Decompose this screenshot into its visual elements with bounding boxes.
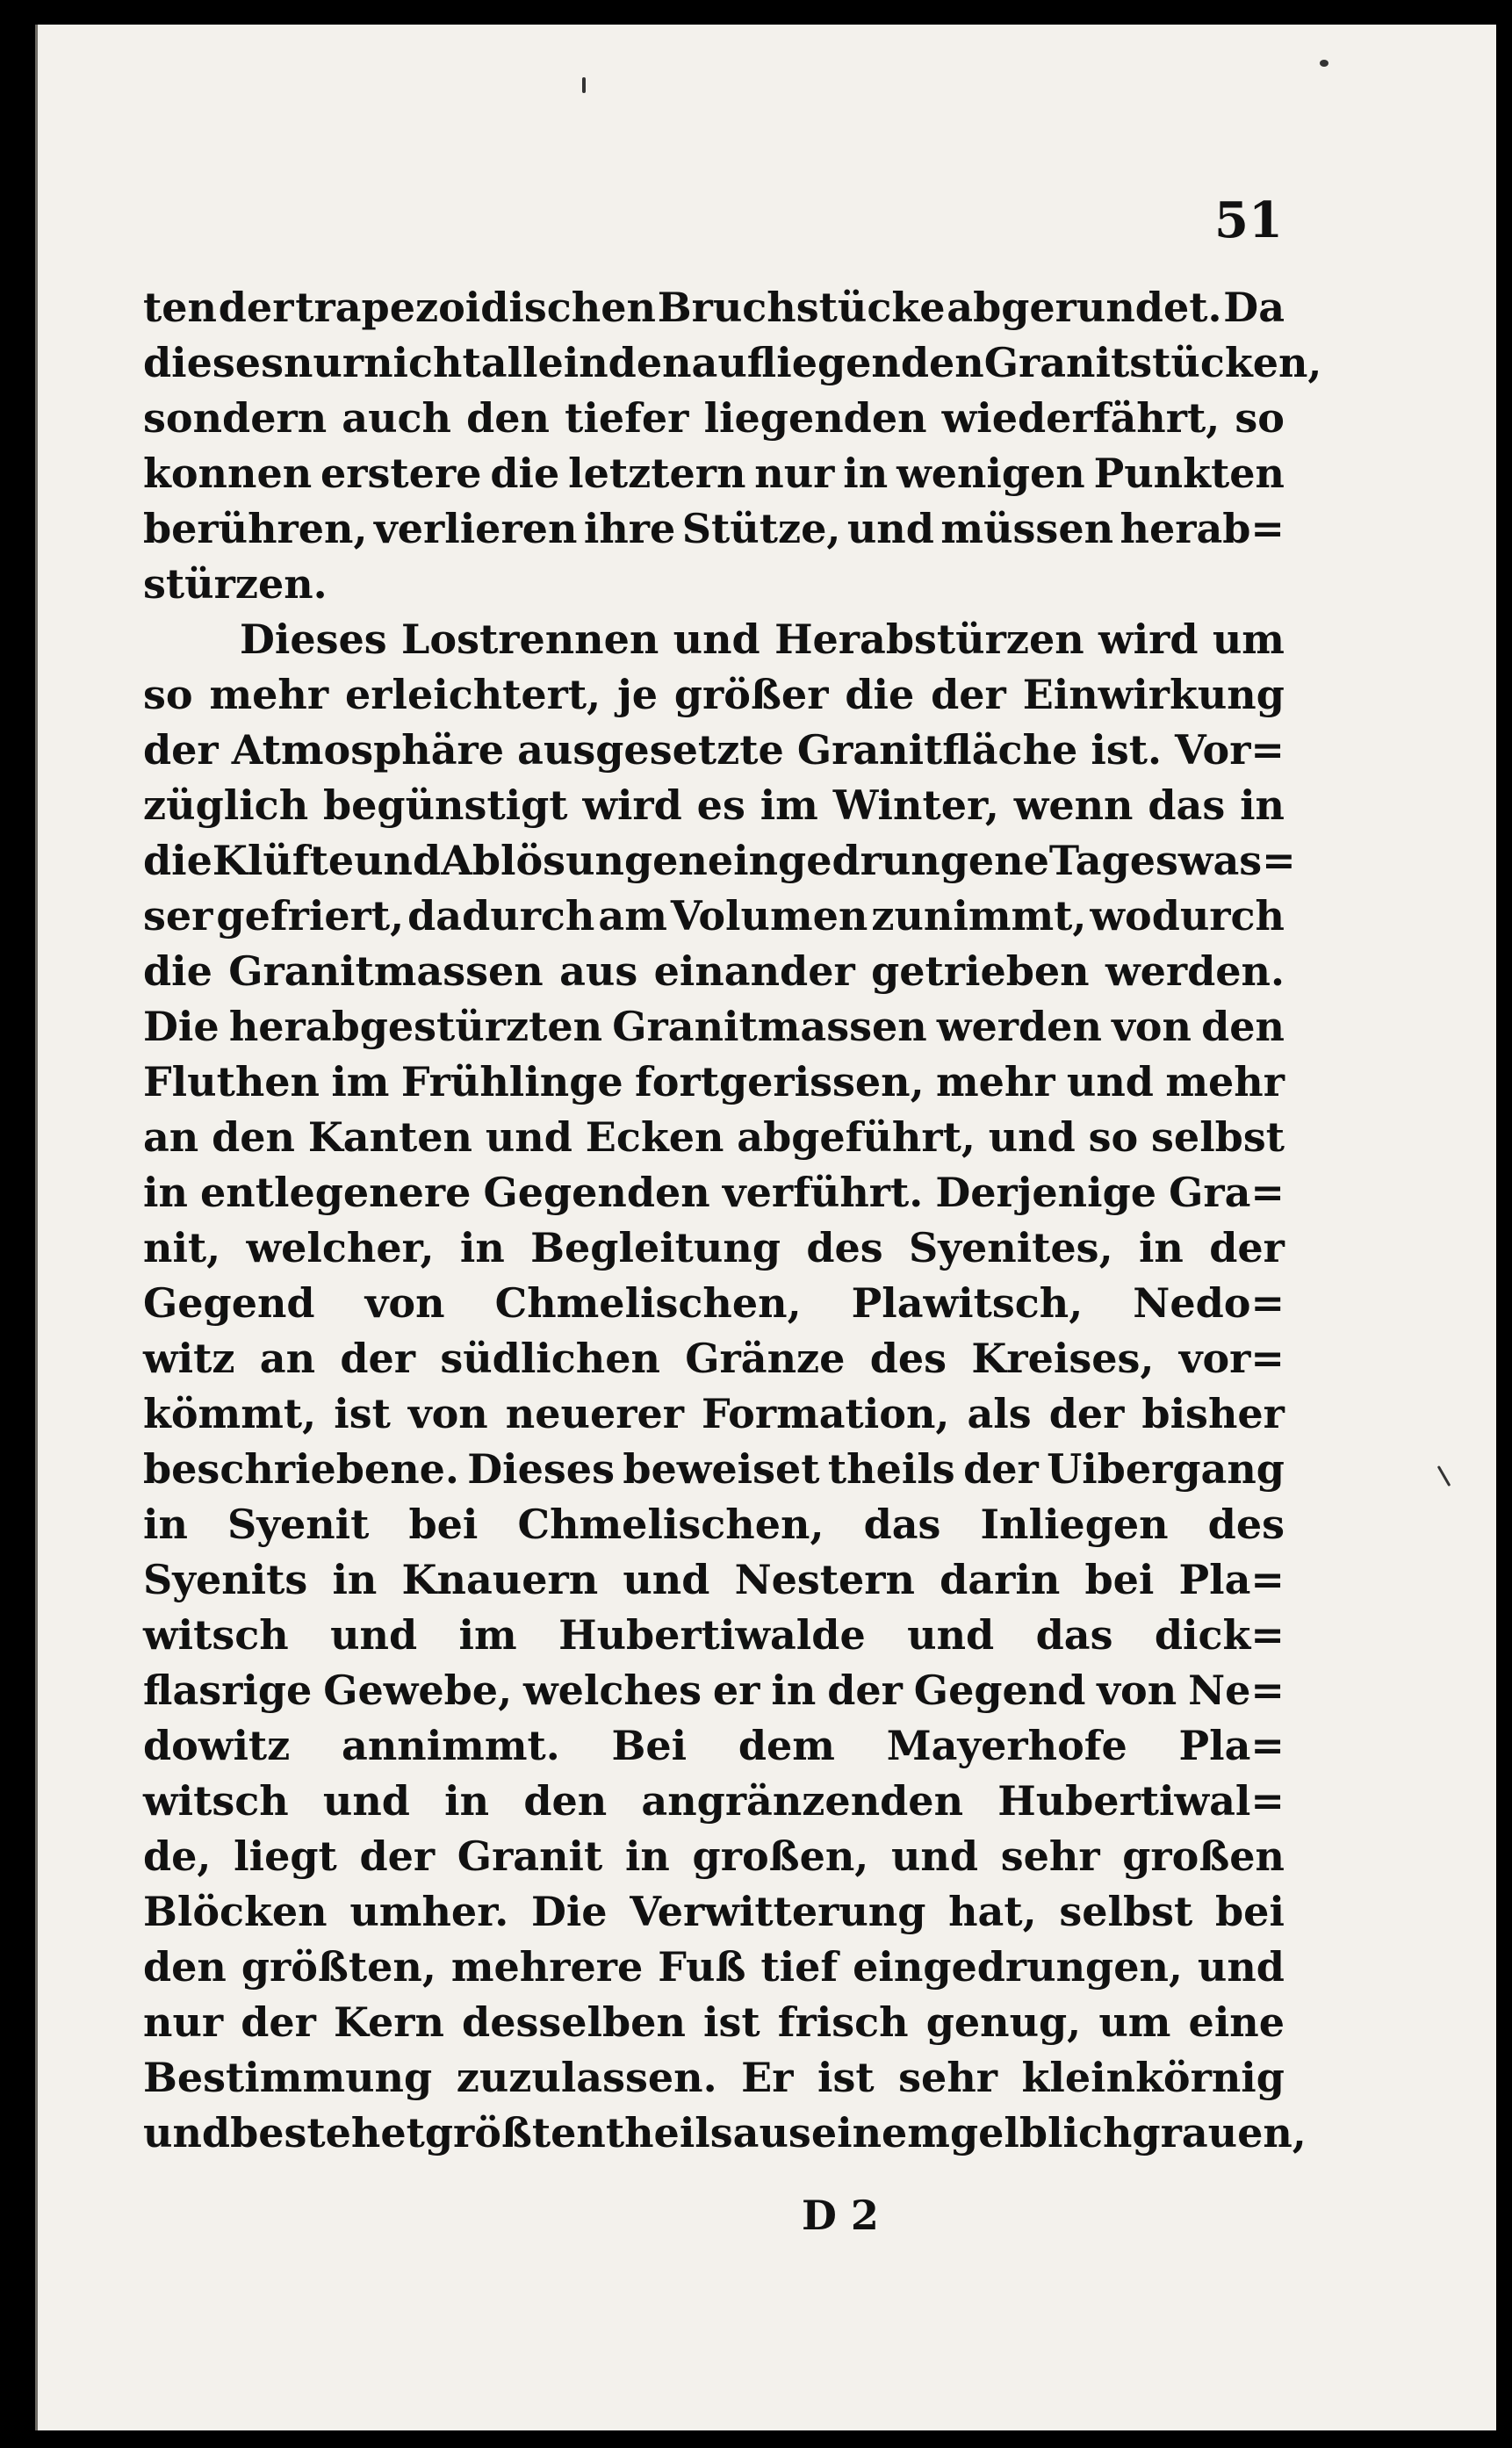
- word: so: [1088, 1112, 1139, 1161]
- word: und: [907, 1610, 995, 1659]
- word: letztern: [568, 449, 746, 497]
- word: eine: [1188, 1998, 1285, 2046]
- word: hat,: [948, 1887, 1037, 1935]
- word: Syenits: [143, 1555, 308, 1603]
- word: mehrere: [450, 1942, 644, 1991]
- word: Gewebe,: [323, 1666, 513, 1714]
- word: großen,: [692, 1832, 869, 1880]
- word: nur: [754, 449, 835, 497]
- word: nur: [283, 338, 364, 386]
- word: so: [143, 670, 193, 718]
- text-line: [143, 777, 1285, 832]
- word: der: [931, 670, 1006, 718]
- word: Pla=: [1178, 1721, 1285, 1769]
- word: einem: [810, 2108, 950, 2156]
- word: dowitz: [143, 1721, 291, 1769]
- word: kömmt,: [143, 1389, 317, 1437]
- word: eingedrungen,: [853, 1942, 1183, 1991]
- text-line: [143, 1994, 1285, 2049]
- word: begünstigt: [322, 781, 568, 829]
- word: dem: [738, 1721, 835, 1769]
- word: Kanten: [307, 1112, 473, 1161]
- word: wird: [1098, 615, 1199, 663]
- word: wodurch: [1090, 891, 1285, 940]
- word: mehr: [209, 670, 329, 718]
- word: in: [771, 1666, 817, 1714]
- word: Blöcken: [143, 1887, 328, 1935]
- word: getrieben: [871, 947, 1090, 995]
- book-page: [35, 25, 1496, 2430]
- word: züglich: [143, 781, 309, 829]
- word: zunimmt,: [871, 891, 1087, 940]
- word: nur: [143, 1998, 224, 2046]
- word: wird: [582, 781, 682, 829]
- word: ihre: [583, 504, 676, 552]
- word: witsch: [143, 1776, 289, 1825]
- word: im: [458, 1610, 517, 1659]
- word: bisher: [1141, 1389, 1285, 1437]
- text-line: [143, 1496, 1285, 1552]
- text-line: [143, 2049, 1285, 2105]
- word: Gränze: [685, 1334, 846, 1382]
- word: liegt: [234, 1832, 337, 1880]
- word: theils: [827, 1444, 955, 1493]
- word: Gegenden: [483, 1168, 710, 1216]
- text-line: [143, 1109, 1285, 1164]
- word: Tageswas=: [1048, 836, 1296, 884]
- text-line: [143, 1275, 1285, 1330]
- word: welches: [523, 1666, 702, 1714]
- word: Frühlinge: [400, 1057, 623, 1105]
- word: allein: [480, 338, 608, 386]
- word: werden: [936, 1002, 1102, 1050]
- word: fortgerissen,: [634, 1057, 925, 1105]
- word: wiederfährt,: [941, 393, 1220, 442]
- word: der: [963, 1444, 1039, 1493]
- word: und: [623, 1555, 710, 1603]
- word: desselben: [462, 1998, 686, 2046]
- word: bei: [1084, 1555, 1155, 1603]
- text-line: [143, 1441, 1285, 1496]
- word: ist: [334, 1389, 391, 1437]
- text-line: [143, 1828, 1285, 1883]
- word: es: [696, 781, 745, 829]
- word: ist: [703, 1998, 760, 2046]
- word: Nedo=: [1133, 1278, 1285, 1327]
- word: der: [359, 1832, 436, 1880]
- word: Stütze,: [681, 504, 841, 552]
- text-line: [143, 445, 1285, 500]
- word: witsch: [143, 1610, 289, 1659]
- word: wenn: [1013, 781, 1134, 829]
- word: Uibergang: [1047, 1444, 1285, 1493]
- word: von: [364, 1278, 445, 1327]
- word: Winter,: [832, 781, 999, 829]
- text-line: [143, 1330, 1285, 1386]
- word: von: [1112, 1002, 1192, 1050]
- word: den: [212, 1112, 295, 1161]
- word: Einwirkung: [1022, 670, 1285, 718]
- word: Bruchstücke: [657, 283, 946, 331]
- word: Inliegen: [980, 1500, 1169, 1548]
- word: Die: [143, 1002, 220, 1050]
- text-line: [143, 998, 1285, 1054]
- word: großen: [1122, 1832, 1285, 1880]
- text-line: [143, 722, 1285, 777]
- word: frisch: [777, 1998, 909, 2046]
- word: den: [523, 1776, 608, 1825]
- word: südlichen: [440, 1334, 660, 1382]
- word: und: [1197, 1942, 1285, 1991]
- word: Hubertiwalde: [558, 1610, 866, 1659]
- word: liegenden: [703, 393, 927, 442]
- word: das: [1148, 781, 1226, 829]
- word: zuzulassen.: [456, 2053, 717, 2101]
- text-line: [143, 1773, 1285, 1828]
- word: Formation,: [702, 1389, 950, 1437]
- word: bestehet: [230, 2108, 425, 2156]
- word: größtentheils: [424, 2108, 733, 2156]
- page-number: 51: [1214, 191, 1283, 249]
- word: Er: [741, 2053, 794, 2101]
- word: Chmelischen,: [494, 1278, 802, 1327]
- word: Pla=: [1178, 1555, 1285, 1603]
- text-line: [143, 1220, 1285, 1275]
- word: werden.: [1105, 947, 1285, 995]
- word: Da: [1223, 283, 1285, 331]
- word: Begleitung: [530, 1223, 781, 1271]
- word: die: [143, 836, 212, 884]
- word: verlieren: [374, 504, 578, 552]
- word: herab=: [1120, 504, 1285, 552]
- word: aus: [559, 947, 638, 995]
- word: beschriebene.: [143, 1444, 459, 1493]
- word: Gegend: [143, 1278, 315, 1327]
- word: neuerer: [505, 1389, 684, 1437]
- word: in: [1240, 781, 1285, 829]
- word: die: [143, 947, 212, 995]
- word: gefriert,: [216, 891, 405, 940]
- word: Knauern: [401, 1555, 599, 1603]
- word: aus: [732, 2108, 811, 2156]
- text-line: [143, 1164, 1285, 1220]
- word: Volumen: [670, 891, 868, 940]
- word: von: [407, 1389, 488, 1437]
- word: erstere: [320, 449, 482, 497]
- word: im: [331, 1057, 390, 1105]
- word: Verwitterung: [630, 1887, 926, 1935]
- word: Bestimmung: [143, 2053, 433, 2101]
- word: flasrige: [143, 1666, 313, 1714]
- word: konnen: [143, 449, 313, 497]
- word: Klüfte: [212, 836, 355, 884]
- word: Nestern: [734, 1555, 915, 1603]
- word: Plawitsch,: [851, 1278, 1084, 1327]
- word: den: [143, 1942, 227, 1991]
- word: verführt.: [722, 1168, 924, 1216]
- word: die: [490, 449, 560, 497]
- word: tief: [760, 1942, 839, 1991]
- word: um: [1098, 1998, 1171, 2046]
- word: aufliegenden: [691, 338, 984, 386]
- word: in: [624, 1832, 670, 1880]
- word: Dieses: [467, 1444, 615, 1493]
- word: abgerundet.: [947, 283, 1222, 331]
- signature-mark: D 2: [802, 2192, 879, 2239]
- word: gelblichgrauen,: [949, 2108, 1307, 2156]
- text-line: [143, 390, 1285, 445]
- word: den: [1201, 1002, 1285, 1050]
- word: sehr: [1000, 1832, 1100, 1880]
- word: und: [322, 1776, 410, 1825]
- word: müssen: [940, 504, 1114, 552]
- word: Bei: [611, 1721, 688, 1769]
- word: in: [143, 1168, 188, 1216]
- word: wenigen: [896, 449, 1085, 497]
- text-line: [143, 1054, 1285, 1109]
- paper-speck: [1320, 60, 1328, 67]
- word: genug,: [925, 1998, 1082, 2046]
- word: Hubertiwal=: [997, 1776, 1285, 1825]
- word: ten: [143, 283, 217, 331]
- word: erleichtert,: [345, 670, 601, 718]
- word: Syenites,: [909, 1223, 1113, 1271]
- word: und: [1066, 1057, 1154, 1105]
- word: in: [459, 1223, 505, 1271]
- word: und: [485, 1112, 572, 1161]
- word: Derjenige: [935, 1168, 1157, 1216]
- word: und: [354, 836, 442, 884]
- text-line: [143, 556, 1285, 611]
- word: Punkten: [1093, 449, 1285, 497]
- word: bei: [408, 1500, 479, 1548]
- word: Atmosphäre: [231, 725, 505, 774]
- word: den: [466, 393, 550, 442]
- word: de,: [143, 1832, 212, 1880]
- word: Granitfläche: [796, 725, 1078, 774]
- word: Ecken: [585, 1112, 724, 1161]
- word: Mayerhofe: [886, 1721, 1127, 1769]
- word: des: [806, 1223, 883, 1271]
- word: abgeführt,: [737, 1112, 976, 1161]
- word: in: [444, 1776, 490, 1825]
- word: Granitstücken,: [983, 338, 1322, 386]
- word: der: [1048, 1389, 1125, 1437]
- word: um: [1212, 615, 1285, 663]
- word: von: [1097, 1666, 1177, 1714]
- word: ser: [143, 891, 213, 940]
- word: selbst: [1059, 1887, 1193, 1935]
- word: als: [967, 1389, 1032, 1437]
- word: in: [1138, 1223, 1184, 1271]
- word: dieses: [143, 338, 284, 386]
- word: er: [712, 1666, 760, 1714]
- word: auch: [342, 393, 451, 442]
- text-line: [143, 611, 1285, 666]
- word: und: [143, 2108, 231, 2156]
- word: an: [143, 1112, 199, 1161]
- text-line: [143, 832, 1296, 888]
- word: sehr: [898, 2053, 997, 2101]
- word: vor=: [1178, 1334, 1285, 1382]
- word: kleinkörnig: [1021, 2053, 1285, 2101]
- word: mehr: [1165, 1057, 1285, 1105]
- paper-speck: [1437, 1465, 1451, 1487]
- word: darin: [940, 1555, 1061, 1603]
- text-line: [143, 1717, 1285, 1773]
- word: annimmt.: [342, 1721, 560, 1769]
- word: Herabstürzen: [774, 615, 1084, 663]
- text-line: [143, 1883, 1285, 1939]
- word: und: [890, 1832, 979, 1880]
- word: ausgesetzte: [517, 725, 784, 774]
- text-line: [143, 500, 1285, 556]
- word: so: [1235, 393, 1285, 442]
- word: Dieses: [240, 615, 387, 663]
- word: Granitmassen: [228, 947, 544, 995]
- word: Lostrennen: [401, 615, 659, 663]
- word: Die: [530, 1887, 608, 1935]
- word: nicht: [364, 338, 481, 386]
- word: der: [218, 283, 294, 331]
- word: in: [843, 449, 889, 497]
- word: selbst: [1151, 1112, 1285, 1161]
- word: Chmelischen,: [517, 1500, 824, 1548]
- word: Granitmassen: [612, 1002, 927, 1050]
- word: Fuß: [658, 1942, 746, 1991]
- word: im: [760, 781, 818, 829]
- word: entlegenere: [200, 1168, 472, 1216]
- text-line: [143, 888, 1285, 943]
- word: die: [845, 670, 915, 718]
- word: trapezoidischen: [295, 283, 656, 331]
- word: herabgestürzten: [228, 1002, 603, 1050]
- word: und: [673, 615, 760, 663]
- text-line: [143, 1662, 1285, 1717]
- word: der: [1209, 1223, 1285, 1271]
- word: in: [143, 1500, 188, 1548]
- word: an: [259, 1334, 316, 1382]
- word: Syenit: [227, 1500, 370, 1548]
- word: Granit: [457, 1832, 603, 1880]
- word: dick=: [1154, 1610, 1285, 1659]
- word: in: [332, 1555, 378, 1603]
- word: größten,: [241, 1942, 436, 1991]
- word: ist: [817, 2053, 875, 2101]
- word: beweiset: [623, 1444, 820, 1493]
- word: den: [608, 338, 692, 386]
- text-line: [143, 1386, 1285, 1441]
- word: am: [598, 891, 667, 940]
- word: berühren,: [143, 504, 368, 552]
- word: ist.: [1091, 725, 1162, 774]
- word: Kern: [334, 1998, 444, 2046]
- text-line: [143, 666, 1285, 722]
- word: tiefer: [565, 393, 689, 442]
- text-line: [143, 943, 1285, 998]
- word: mehr: [935, 1057, 1055, 1105]
- word: Gra=: [1169, 1168, 1285, 1216]
- paper-speck: [582, 77, 586, 93]
- word: der: [827, 1666, 903, 1714]
- word: das: [863, 1500, 941, 1548]
- word: witz: [143, 1334, 235, 1382]
- word: und: [330, 1610, 418, 1659]
- word: Ablösungen: [441, 836, 708, 884]
- word: angränzenden: [641, 1776, 964, 1825]
- word: Vor=: [1175, 725, 1285, 774]
- word: Gegend: [913, 1666, 1086, 1714]
- text-line: [143, 279, 1285, 335]
- word: nit,: [143, 1223, 221, 1271]
- text-line: [143, 1939, 1285, 1994]
- word: umher.: [349, 1887, 509, 1935]
- text-line: [143, 1607, 1285, 1662]
- word: welcher,: [246, 1223, 435, 1271]
- word: Ne=: [1188, 1666, 1285, 1714]
- text-line: [143, 1552, 1285, 1607]
- word: Fluthen: [143, 1057, 320, 1105]
- word: eingedrungene: [707, 836, 1049, 884]
- word: je: [617, 670, 658, 718]
- word: stürzen.: [143, 559, 328, 608]
- word: größer: [673, 670, 829, 718]
- word: dadurch: [407, 891, 595, 940]
- word: das: [1035, 1610, 1113, 1659]
- text-line: [143, 2105, 1307, 2160]
- word: der: [143, 725, 219, 774]
- text-line: [143, 335, 1322, 390]
- word: der: [340, 1334, 415, 1382]
- word: des: [869, 1334, 947, 1382]
- word: sondern: [143, 393, 328, 442]
- word: der: [241, 1998, 316, 2046]
- word: und: [846, 504, 934, 552]
- word: bei: [1215, 1887, 1285, 1935]
- word: des: [1207, 1500, 1285, 1548]
- word: und: [988, 1112, 1076, 1161]
- word: einander: [653, 947, 855, 995]
- word: Kreises,: [971, 1334, 1155, 1382]
- body-text: [143, 279, 1322, 2160]
